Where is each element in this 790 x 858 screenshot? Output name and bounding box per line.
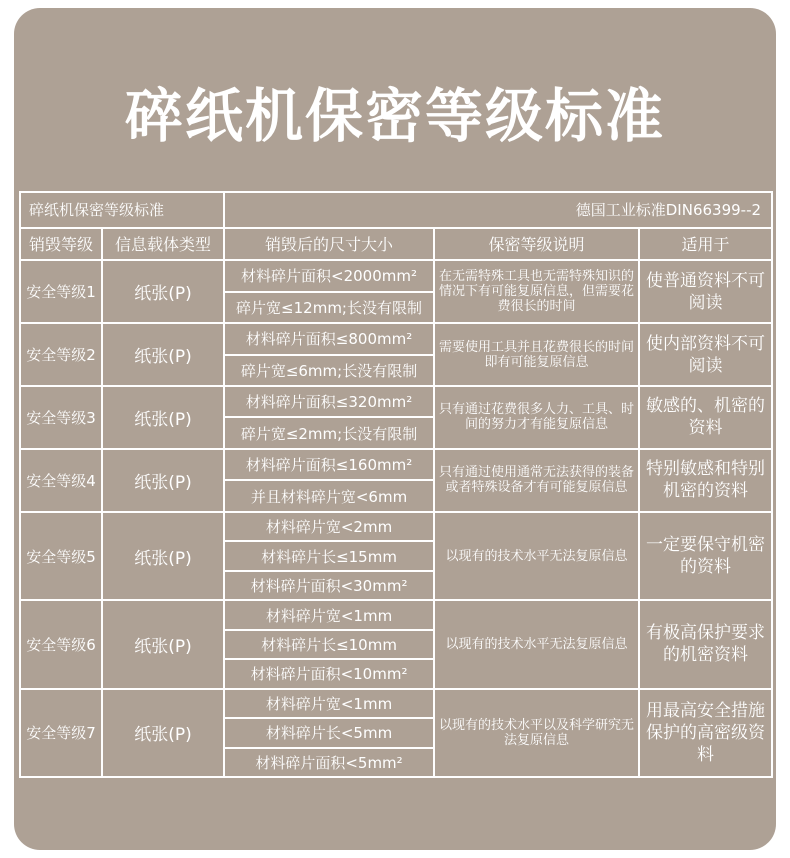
din-standard-label: 德国工业标准DIN66399--2 xyxy=(224,192,772,228)
size-spec-cell: 材料碎片宽<1mm xyxy=(224,600,434,629)
table-row xyxy=(20,386,772,417)
size-spec-cell: 碎片宽≤12mm;长没有限制 xyxy=(224,292,434,323)
column-header-description: 保密等级说明 xyxy=(434,228,639,261)
table-caption: 碎纸机保密等级标准 xyxy=(20,192,224,228)
carrier-type-cell: 纸张(P) xyxy=(102,260,224,323)
description-cell: 需要使用工具并且花费很长的时间即有可能复原信息 xyxy=(434,323,639,386)
table-row xyxy=(20,512,772,541)
table-row xyxy=(20,260,772,291)
size-spec-cell: 碎片宽≤2mm;长没有限制 xyxy=(224,417,434,448)
standards-card xyxy=(14,8,776,850)
applicable-cell: 用最高安全措施保护的高密级资料 xyxy=(639,689,772,777)
security-level-table xyxy=(19,191,773,778)
size-spec-cell: 材料碎片面积<30mm² xyxy=(224,571,434,600)
applicable-cell: 特别敏感和特别机密的资料 xyxy=(639,449,772,512)
size-spec-cell: 碎片宽≤6mm;长没有限制 xyxy=(224,355,434,386)
column-header-level: 销毁等级 xyxy=(20,228,102,261)
applicable-cell: 一定要保守机密的资料 xyxy=(639,512,772,600)
security-level-cell: 安全等级3 xyxy=(20,386,102,449)
size-spec-cell: 材料碎片长≤15mm xyxy=(224,541,434,570)
description-cell: 只有通过使用通常无法获得的装备或者特殊设备才有可能复原信息 xyxy=(434,449,639,512)
size-spec-cell: 材料碎片面积≤160mm² xyxy=(224,449,434,480)
carrier-type-cell: 纸张(P) xyxy=(102,449,224,512)
description-cell: 在无需特殊工具也无需特殊知识的情况下有可能复原信息，但需要花费很长的时间 xyxy=(434,260,639,323)
applicable-cell: 有极高保护要求的机密资料 xyxy=(639,600,772,688)
size-spec-cell: 材料碎片面积≤320mm² xyxy=(224,386,434,417)
size-spec-cell: 材料碎片长≤10mm xyxy=(224,630,434,659)
size-spec-cell: 材料碎片长<5mm xyxy=(224,718,434,747)
page-title: 碎纸机保密等级标准 xyxy=(124,82,665,150)
description-cell: 只有通过花费很多人力、工具、时间的努力才有能复原信息 xyxy=(434,386,639,449)
security-level-cell: 安全等级2 xyxy=(20,323,102,386)
size-spec-cell: 材料碎片面积≤800mm² xyxy=(224,323,434,354)
security-level-cell: 安全等级6 xyxy=(20,600,102,688)
carrier-type-cell: 纸张(P) xyxy=(102,386,224,449)
size-spec-cell: 材料碎片面积<2000mm² xyxy=(224,260,434,291)
applicable-cell: 使内部资料不可阅读 xyxy=(639,323,772,386)
column-header-applicable: 适用于 xyxy=(639,228,772,261)
security-level-cell: 安全等级1 xyxy=(20,260,102,323)
carrier-type-cell: 纸张(P) xyxy=(102,323,224,386)
table-row xyxy=(20,449,772,480)
security-level-cell: 安全等级4 xyxy=(20,449,102,512)
description-cell: 以现有的技术水平无法复原信息 xyxy=(434,600,639,688)
size-spec-cell: 并且材料碎片宽<6mm xyxy=(224,480,434,511)
table-row xyxy=(20,600,772,629)
carrier-type-cell: 纸张(P) xyxy=(102,512,224,600)
carrier-type-cell: 纸张(P) xyxy=(102,689,224,777)
size-spec-cell: 材料碎片宽<2mm xyxy=(224,512,434,541)
carrier-type-cell: 纸张(P) xyxy=(102,600,224,688)
column-header-size: 销毁后的尺寸大小 xyxy=(224,228,434,261)
description-cell: 以现有的技术水平无法复原信息 xyxy=(434,512,639,600)
column-header-carrier-type: 信息载体类型 xyxy=(102,228,224,261)
security-level-cell: 安全等级7 xyxy=(20,689,102,777)
size-spec-cell: 材料碎片面积<10mm² xyxy=(224,659,434,688)
table-row xyxy=(20,689,772,718)
applicable-cell: 使普通资料不可阅读 xyxy=(639,260,772,323)
table-caption-row xyxy=(20,192,772,228)
security-level-cell: 安全等级5 xyxy=(20,512,102,600)
size-spec-cell: 材料碎片宽<1mm xyxy=(224,689,434,718)
column-header-row xyxy=(20,228,772,261)
table-row xyxy=(20,323,772,354)
applicable-cell: 敏感的、机密的资料 xyxy=(639,386,772,449)
description-cell: 以现有的技术水平以及科学研究无法复原信息 xyxy=(434,689,639,777)
size-spec-cell: 材料碎片面积<5mm² xyxy=(224,748,434,777)
